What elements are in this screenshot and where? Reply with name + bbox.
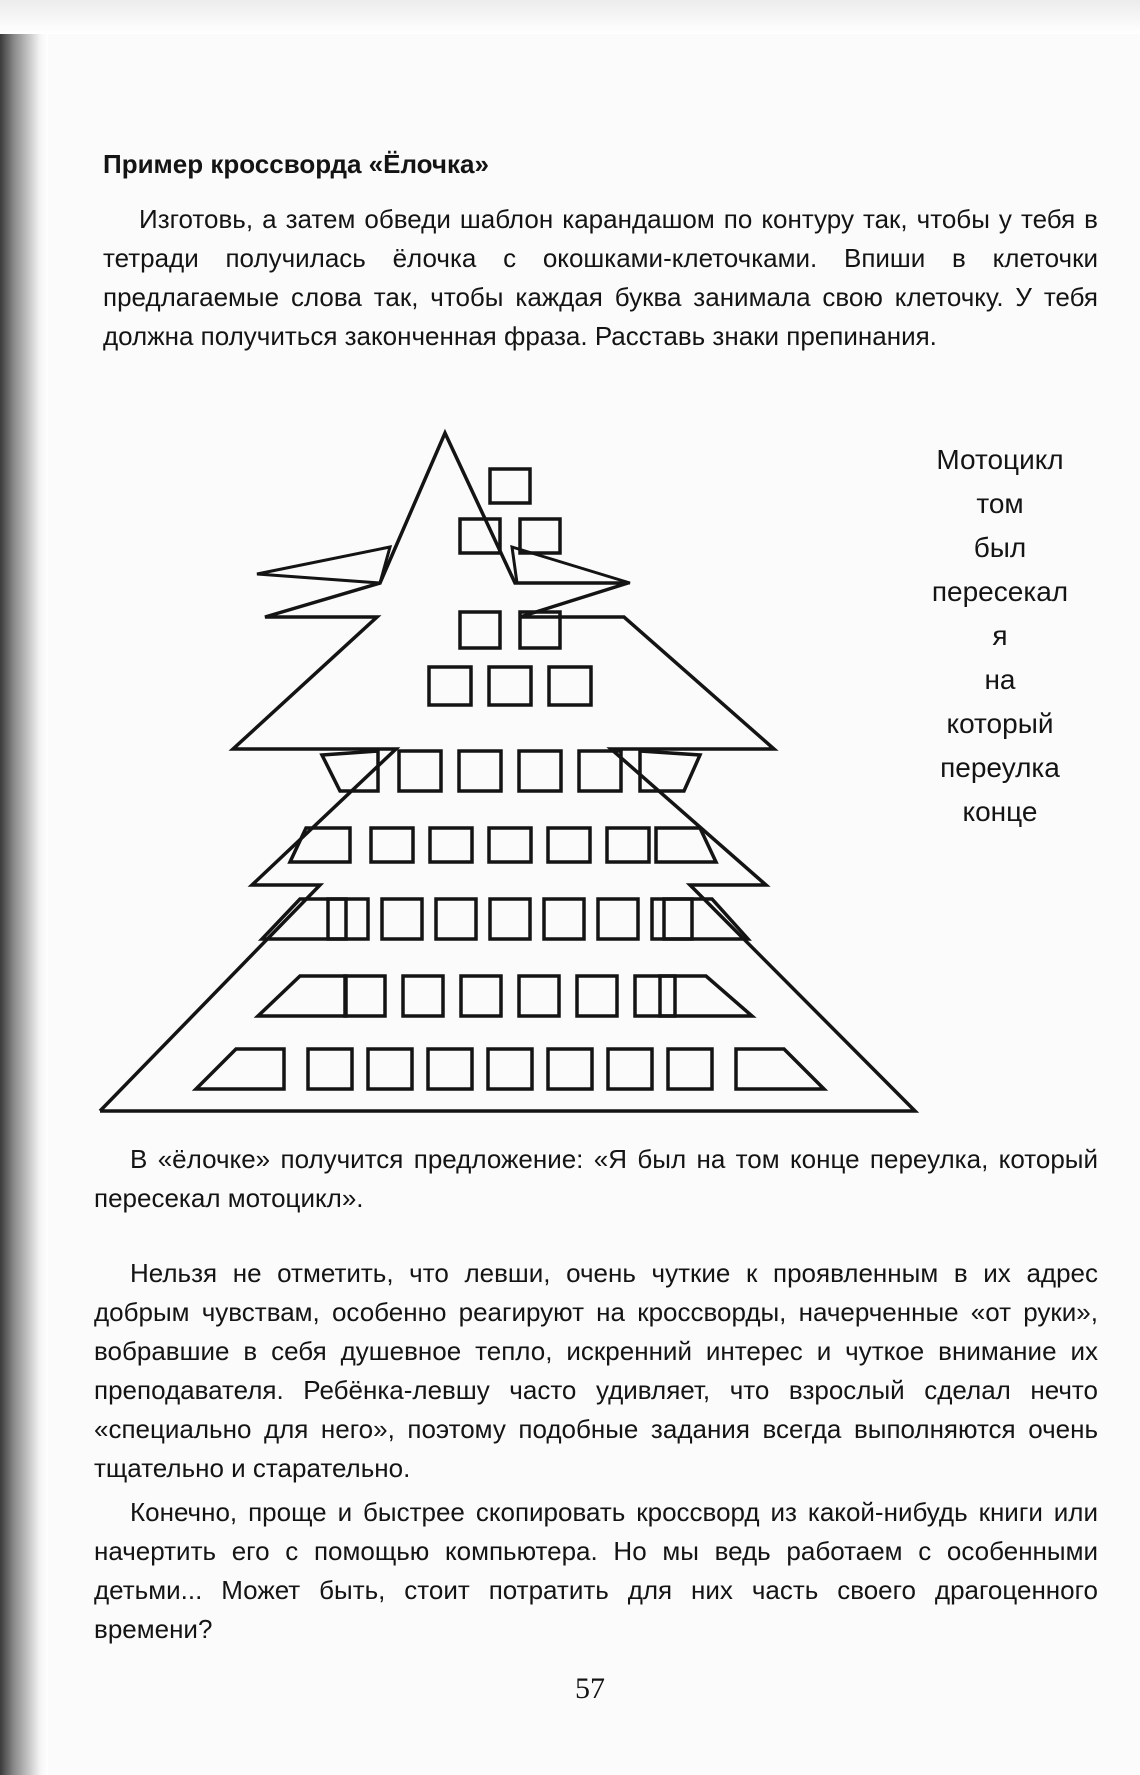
crossword-cell — [459, 751, 501, 791]
word-item: на — [984, 664, 1016, 695]
crossword-cell — [328, 899, 368, 939]
crossword-cell — [520, 519, 560, 553]
word-item: который — [946, 708, 1054, 739]
crossword-cell — [489, 667, 531, 705]
body-paragraph-2: Конечно, проще и быстрее скопировать кроссворд из какой-нибудь книги или начертить его с помощью компьютера. Но мы ведь работаем с особенными детьми... Может быть, стоит потратить для них часть своего драгоценного времени? — [94, 1497, 1098, 1644]
word-item: том — [976, 488, 1024, 519]
crossword-cell — [368, 1049, 412, 1089]
crossword-cell — [436, 899, 476, 939]
crossword-cell — [489, 828, 531, 862]
word-item: я — [992, 620, 1008, 651]
crossword-cell — [544, 899, 584, 939]
crossword-cell — [460, 612, 500, 648]
page-number: 57 — [575, 1672, 605, 1705]
word-item: конце — [962, 796, 1038, 827]
crossword-cell — [519, 751, 561, 791]
crossword-cell — [549, 667, 591, 705]
crossword-edge-cell — [640, 751, 700, 791]
crossword-cell — [548, 1049, 592, 1089]
crossword-cell — [490, 469, 530, 503]
tree-outline — [100, 433, 915, 1111]
crossword-edge-cell — [196, 1049, 284, 1089]
crossword-cell — [579, 751, 621, 791]
crossword-edge-cell — [258, 976, 346, 1016]
crossword-cell — [488, 1049, 532, 1089]
crossword-cell — [429, 667, 471, 705]
word-list — [900, 438, 1100, 834]
crossword-cell — [490, 899, 530, 939]
word-item: пересекал — [931, 576, 1069, 607]
word-item: Мотоцикл — [936, 444, 1064, 475]
crossword-edge-cell — [290, 828, 350, 862]
crossword-cell — [403, 976, 443, 1016]
word-item: был — [973, 532, 1027, 563]
body-paragraph-1: Нельзя не отметить, что левши, очень чуткие к проявленным в их адрес добрым чувствам, особенно реагируют на кроссворды, начерченные «от руки», вобравшие в себя душевное тепло, искренний интерес и чуткое внимание их преподавателя. Ребёнка-левшу часто удивляет, что взрослый сделал нечто «специально для него», поэтому подобные задания всегда выполняются очень тщательно и старательно. — [94, 1258, 1098, 1483]
crossword-cell — [652, 899, 692, 939]
left-wing — [257, 547, 390, 583]
crossword-cell — [635, 976, 675, 1016]
crossword-cell — [548, 828, 590, 862]
crossword-cell — [668, 1049, 712, 1089]
crossword-cell — [382, 899, 422, 939]
word-item: переулка — [940, 752, 1060, 783]
crossword-cell — [371, 828, 413, 862]
crossword-cell — [308, 1049, 352, 1089]
crossword-cell — [430, 828, 472, 862]
crossword-cell — [345, 976, 385, 1016]
result-paragraph: В «ёлочке» получится предложение: «Я был на том конце переулка, который пересекал мотоцикл». — [94, 1144, 1098, 1213]
crossword-cell — [399, 751, 441, 791]
intro-paragraph: Изготовь, а затем обведи шаблон карандашом по контуру так, чтобы у тебя в тетради получилась ёлочка с окошками-клеточками. Впиши в клеточки предлагаемые слова так, чтобы каждая буква занимала свою клеточку. У тебя должна получиться законченная фраза. Расставь знаки препинания. — [103, 204, 1098, 351]
crossword-cell — [428, 1049, 472, 1089]
crossword-cell — [598, 899, 638, 939]
crossword-edge-cell — [322, 751, 378, 791]
right-wing — [512, 547, 630, 583]
crossword-cell — [577, 976, 617, 1016]
crossword-cell — [607, 828, 649, 862]
crossword-cell — [519, 976, 559, 1016]
crossword-cell — [461, 976, 501, 1016]
crossword-cell — [608, 1049, 652, 1089]
crossword-edge-cell — [736, 1049, 824, 1089]
section-heading: Пример кроссворда «Ёлочка» — [103, 149, 489, 179]
